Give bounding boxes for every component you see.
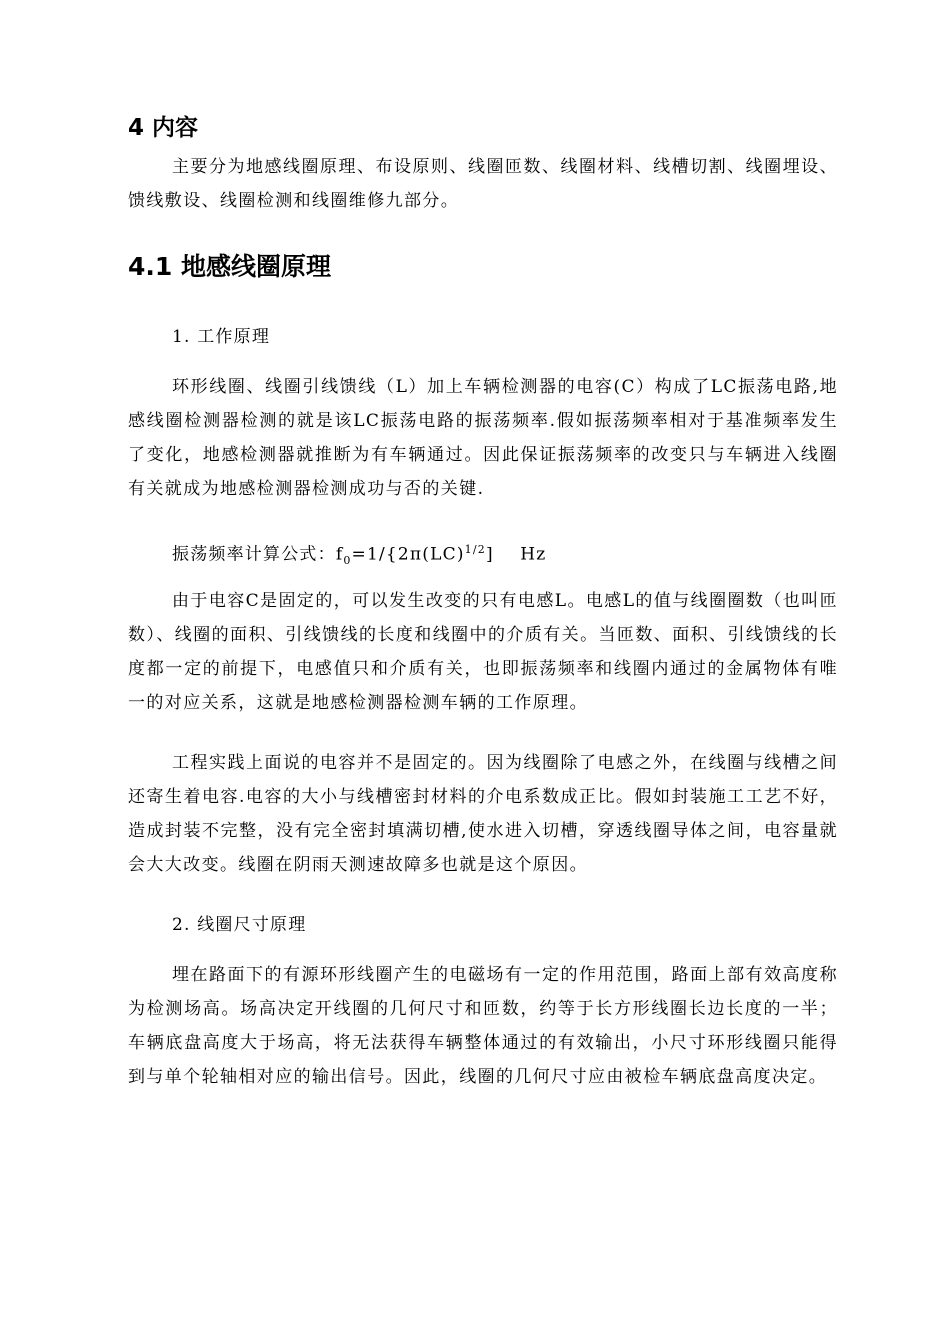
formula-label: 振荡频率计算公式： [172, 544, 336, 565]
capacitance-paragraph: 工程实践上面说的电容并不是固定的。因为线圈除了电感之外，在线圈与线槽之间还寄生着电容.电容的大小与线槽密封材料的介电系数成正比。假如封装施工工艺不好，造成封装不完整，没有完全密封填满切槽,使水进入切槽，穿透线圈导体之间，电容量就会大大改变。线圈在阴雨天测速故障多也就是这个原因。 [128, 753, 838, 875]
item-2-title: 2. 线圈尺寸原理 [172, 915, 307, 935]
formula-f: f [335, 544, 344, 565]
formula-exponent: 1/2 [464, 543, 486, 556]
formula-f-subscript: 0 [343, 554, 352, 568]
item-1-title: 1. 工作原理 [172, 327, 271, 347]
working-principle-paragraph: 环形线圈、线圈引线馈线（L）加上车辆检测器的电容(C）构成了LC振荡电路,地感线圈检测器检测的就是该LC振荡电路的振荡频率.假如振荡频率相对于基准频率发生了变化，地感检测器就推断为有车辆通过。因此保证振荡频率的改变只与车辆进入线圈有关就成为地感检测器检测成功与否的关键. [128, 377, 838, 499]
inductance-paragraph: 由于电容C是固定的，可以发生改变的只有电感L。电感L的值与线圈圈数（也叫匝数）、线圈的面积、引线馈线的长度和线圈中的介质有关。当匝数、面积、引线馈线的长度都一定的前提下，电感值只和介质有关，也即振荡频率和线圈内通过的金属物体有唯一的对应关系，这就是地感检测器检测车辆的工作原理。 [128, 591, 838, 713]
formula-expression: =1/{2π(LC) [351, 544, 465, 565]
formula-close: ] [485, 544, 494, 565]
formula-unit: Hz [520, 544, 547, 565]
frequency-formula [172, 535, 546, 576]
section-intro-paragraph: 主要分为地感线圈原理、布设原则、线圈匝数、线圈材料、线槽切割、线圈埋设、馈线敷设、线圈检测和线圈维修九部分。 [128, 157, 838, 211]
coil-size-paragraph: 埋在路面下的有源环形线圈产生的电磁场有一定的作用范围，路面上部有效高度称为检测场高。场高决定开线圈的几何尺寸和匝数，约等于长方形线圈长边长度的一半；车辆底盘高度大于场高，将无法获得车辆整体通过的有效输出，小尺寸环形线圈只能得到与单个轮轴相对应的输出信号。因此，线圈的几何尺寸应由被检车辆底盘高度决定。 [128, 965, 838, 1087]
section-heading: 4 内容 [128, 115, 199, 141]
subsection-heading: 4.1 地感线圈原理 [128, 252, 331, 281]
